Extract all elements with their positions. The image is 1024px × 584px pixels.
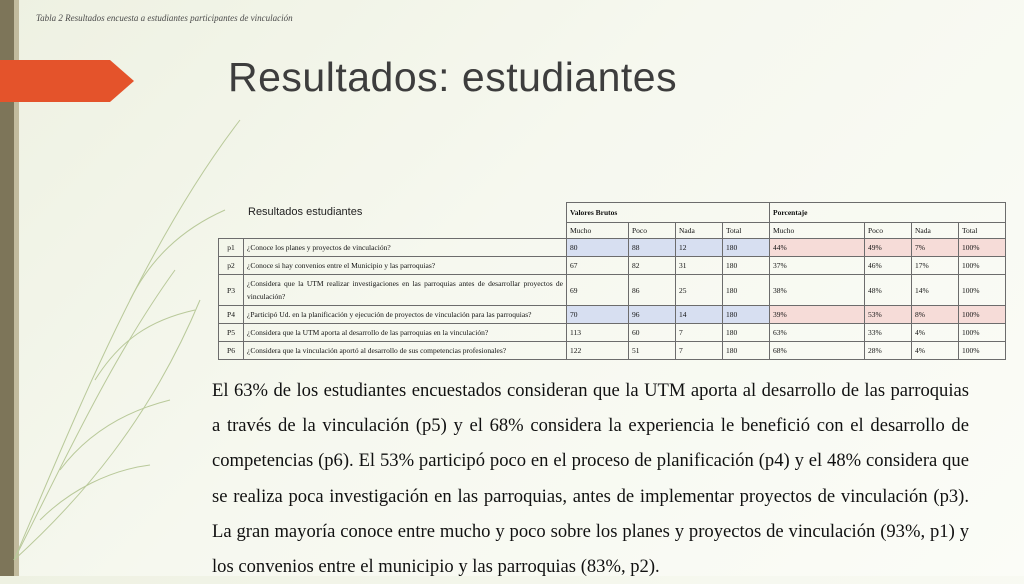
raw-value: 86 xyxy=(629,275,676,306)
pct-value: 100% xyxy=(959,306,1006,324)
raw-value: 25 xyxy=(676,275,723,306)
row-question: ¿Considera que la UTM realizar investigaciones en las parroquias antes de desarrollar proyectos de vinculación? xyxy=(244,275,567,306)
row-id: p1 xyxy=(219,239,244,257)
pct-value: 46% xyxy=(865,257,912,275)
raw-value: 96 xyxy=(629,306,676,324)
pct-value: 100% xyxy=(959,275,1006,306)
pct-value: 53% xyxy=(865,306,912,324)
raw-value: 12 xyxy=(676,239,723,257)
group-raw-header: Valores Brutos xyxy=(567,203,770,223)
row-id: P6 xyxy=(219,342,244,360)
pct-value: 100% xyxy=(959,239,1006,257)
group-pct-header: Porcentaje xyxy=(770,203,1006,223)
empty-header-cell xyxy=(219,223,567,239)
raw-value: 70 xyxy=(567,306,629,324)
row-id: p2 xyxy=(219,257,244,275)
pct-value: 48% xyxy=(865,275,912,306)
col-header: Poco xyxy=(629,223,676,239)
raw-value: 67 xyxy=(567,257,629,275)
pct-value: 37% xyxy=(770,257,865,275)
pct-value: 4% xyxy=(912,342,959,360)
col-header: Total xyxy=(959,223,1006,239)
pct-value: 68% xyxy=(770,342,865,360)
row-question: ¿Conoce los planes y proyectos de vinculación? xyxy=(244,239,567,257)
raw-value: 51 xyxy=(629,342,676,360)
table-heading: Resultados estudiantes xyxy=(248,206,363,218)
raw-value: 80 xyxy=(567,239,629,257)
table-row xyxy=(219,324,1006,342)
raw-value: 180 xyxy=(723,324,770,342)
pct-value: 8% xyxy=(912,306,959,324)
pct-value: 7% xyxy=(912,239,959,257)
pct-value: 33% xyxy=(865,324,912,342)
pct-value: 44% xyxy=(770,239,865,257)
table-row xyxy=(219,239,1006,257)
col-header: Mucho xyxy=(567,223,629,239)
pct-value: 14% xyxy=(912,275,959,306)
raw-value: 180 xyxy=(723,239,770,257)
raw-value: 69 xyxy=(567,275,629,306)
pct-value: 28% xyxy=(865,342,912,360)
raw-value: 180 xyxy=(723,306,770,324)
raw-value: 180 xyxy=(723,257,770,275)
pct-value: 100% xyxy=(959,257,1006,275)
body-paragraph: El 63% de los estudiantes encuestados consideran que la UTM aporta al desarrollo de las parroquias a través de la vinculación (p5) y el 68% considera la experiencia le benefició con el desarrollo de competencias (p6). El 53% participó poco en el proceso de planificación (p4) y el 48% considera que se realiza poca investigación en las parroquias, antes de implementar proyectos de vinculación (p3). La gran mayoría conoce entre mucho y poco sobre los planes y proyectos de vinculación (93%, p1) y los convenios entre el municipio y las parroquias (83%, p2). xyxy=(212,380,969,578)
raw-value: 31 xyxy=(676,257,723,275)
table-row xyxy=(219,257,1006,275)
table-row xyxy=(219,306,1006,324)
row-question: ¿Considera que la UTM aporta al desarrollo de las parroquias en la vinculación? xyxy=(244,324,567,342)
raw-value: 88 xyxy=(629,239,676,257)
raw-value: 60 xyxy=(629,324,676,342)
pct-value: 39% xyxy=(770,306,865,324)
table-row xyxy=(219,275,1006,306)
raw-value: 122 xyxy=(567,342,629,360)
row-id: P4 xyxy=(219,306,244,324)
pct-value: 100% xyxy=(959,342,1006,360)
pct-value: 49% xyxy=(865,239,912,257)
pct-value: 100% xyxy=(959,324,1006,342)
pct-value: 38% xyxy=(770,275,865,306)
row-question: ¿Considera que la vinculación aportó al desarrollo de sus competencias profesionales? xyxy=(244,342,567,360)
row-id: P3 xyxy=(219,275,244,306)
row-question: ¿Participó Ud. en la planificación y ejecución de proyectos de vinculación para las parroquias? xyxy=(244,306,567,324)
pct-value: 4% xyxy=(912,324,959,342)
title-arrow xyxy=(0,60,134,102)
table-caption: Tabla 2 Resultados encuesta a estudiantes participantes de vinculación xyxy=(36,13,293,23)
table-row xyxy=(219,342,1006,360)
pct-value: 63% xyxy=(770,324,865,342)
slide-title: Resultados: estudiantes xyxy=(228,54,678,100)
row-question: ¿Conoce si hay convenios entre el Municipio y las parroquias? xyxy=(244,257,567,275)
col-header: Nada xyxy=(676,223,723,239)
col-header: Nada xyxy=(912,223,959,239)
raw-value: 180 xyxy=(723,342,770,360)
col-header: Total xyxy=(723,223,770,239)
raw-value: 180 xyxy=(723,275,770,306)
col-header: Mucho xyxy=(770,223,865,239)
row-id: P5 xyxy=(219,324,244,342)
results-table xyxy=(218,202,1006,360)
column-header-row xyxy=(219,223,1006,239)
raw-value: 7 xyxy=(676,324,723,342)
raw-value: 14 xyxy=(676,306,723,324)
raw-value: 82 xyxy=(629,257,676,275)
col-header: Poco xyxy=(865,223,912,239)
pct-value: 17% xyxy=(912,257,959,275)
raw-value: 113 xyxy=(567,324,629,342)
raw-value: 7 xyxy=(676,342,723,360)
